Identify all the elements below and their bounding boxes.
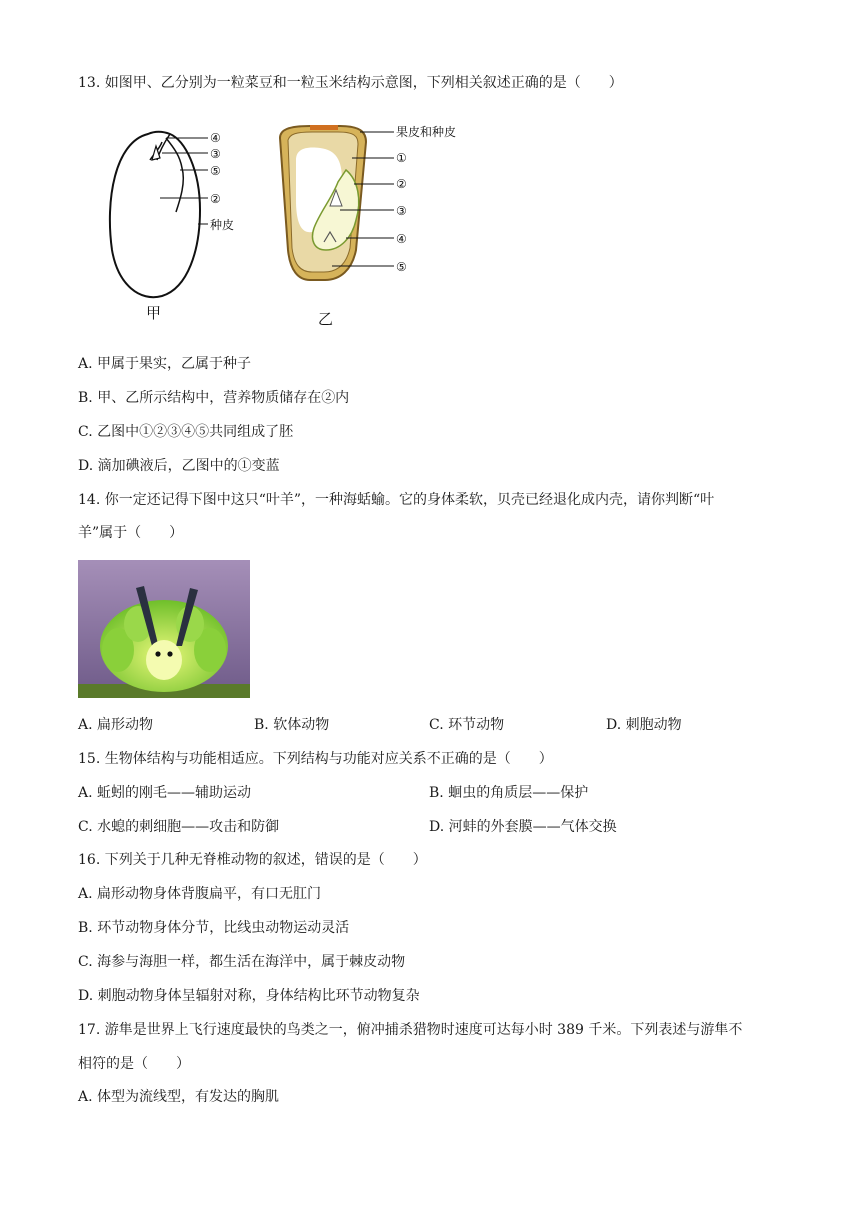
q17-stem-line1: 17. 游隼是世界上飞行速度最快的鸟类之一，俯冲捕杀猎物时速度可达每小时 389 千米。下列表述与游隼不: [78, 1022, 743, 1038]
bean-label-seedcoat: 种皮: [210, 218, 235, 232]
q14-stem-line2: 羊”属于（ ）: [78, 525, 184, 541]
q13-option-a: A. 甲属于果实，乙属于种子: [78, 356, 252, 372]
q15-option-a: A. 蚯蚓的刚毛——辅助运动: [78, 785, 252, 801]
q16-option-d: D. 刺胞动物身体呈辐射对称，身体结构比环节动物复杂: [78, 988, 420, 1004]
corn-label-2: ②: [396, 177, 407, 191]
q13-option-d: D. 滴加碘液后，乙图中的①变蓝: [78, 458, 280, 474]
corn-label-3: ③: [396, 204, 407, 218]
q16-option-b: B. 环节动物身体分节，比线虫动物运动灵活: [78, 920, 350, 936]
bean-label-3: ③: [210, 147, 221, 161]
q13-option-b: B. 甲、乙所示结构中，营养物质储存在②内: [78, 390, 350, 406]
q16-stem: 16. 下列关于几种无脊椎动物的叙述，错误的是（ ）: [78, 852, 427, 868]
q15-option-d: D. 河蚌的外套膜——气体交换: [429, 819, 617, 835]
q17-option-a: A. 体型为流线型，有发达的胸肌: [78, 1089, 280, 1105]
q16-option-c: C. 海参与海胆一样，都生活在海洋中，属于棘皮动物: [78, 954, 406, 970]
corn-seed-diagram: [270, 120, 480, 330]
q14-stem-line1: 14. 你一定还记得下图中这只“叶羊”，一种海蛞蝓。它的身体柔软，贝壳已经退化成内壳，请你判断“叶: [78, 492, 715, 508]
corn-label-4: ④: [396, 232, 407, 246]
q13-stem: 13. 如图甲、乙分别为一粒菜豆和一粒玉米结构示意图，下列相关叙述正确的是（ ）: [78, 75, 623, 91]
q17-stem-line2: 相符的是（ ）: [78, 1056, 190, 1072]
corn-label-5: ⑤: [396, 260, 407, 274]
bean-label-5: ⑤: [210, 164, 221, 178]
leaf-sheep-photo: [78, 560, 250, 698]
q15-stem: 15. 生物体结构与功能相适应。下列结构与功能对应关系不正确的是（ ）: [78, 751, 553, 767]
q14-option-c: C. 环节动物: [429, 717, 505, 733]
corn-label-1: ①: [396, 151, 407, 165]
q14-option-d: D. 刺胞动物: [606, 717, 682, 733]
corn-caption: 乙: [318, 310, 334, 328]
bean-label-4: ④: [210, 131, 221, 145]
q13-option-c: C. 乙图中①②③④⑤共同组成了胚: [78, 424, 294, 440]
q14-option-b: B. 软体动物: [254, 717, 330, 733]
bean-caption: 甲: [146, 304, 162, 322]
bean-label-2: ②: [210, 192, 221, 206]
q14-option-a: A. 扁形动物: [78, 717, 154, 733]
q16-option-a: A. 扁形动物身体背腹扁平，有口无肛门: [78, 886, 322, 902]
q15-option-b: B. 蛔虫的角质层——保护: [429, 785, 589, 801]
q15-option-c: C. 水螅的刺细胞——攻击和防御: [78, 819, 280, 835]
bean-seed-diagram: [100, 120, 260, 330]
corn-label-pericarp: 果皮和种皮: [396, 125, 457, 139]
